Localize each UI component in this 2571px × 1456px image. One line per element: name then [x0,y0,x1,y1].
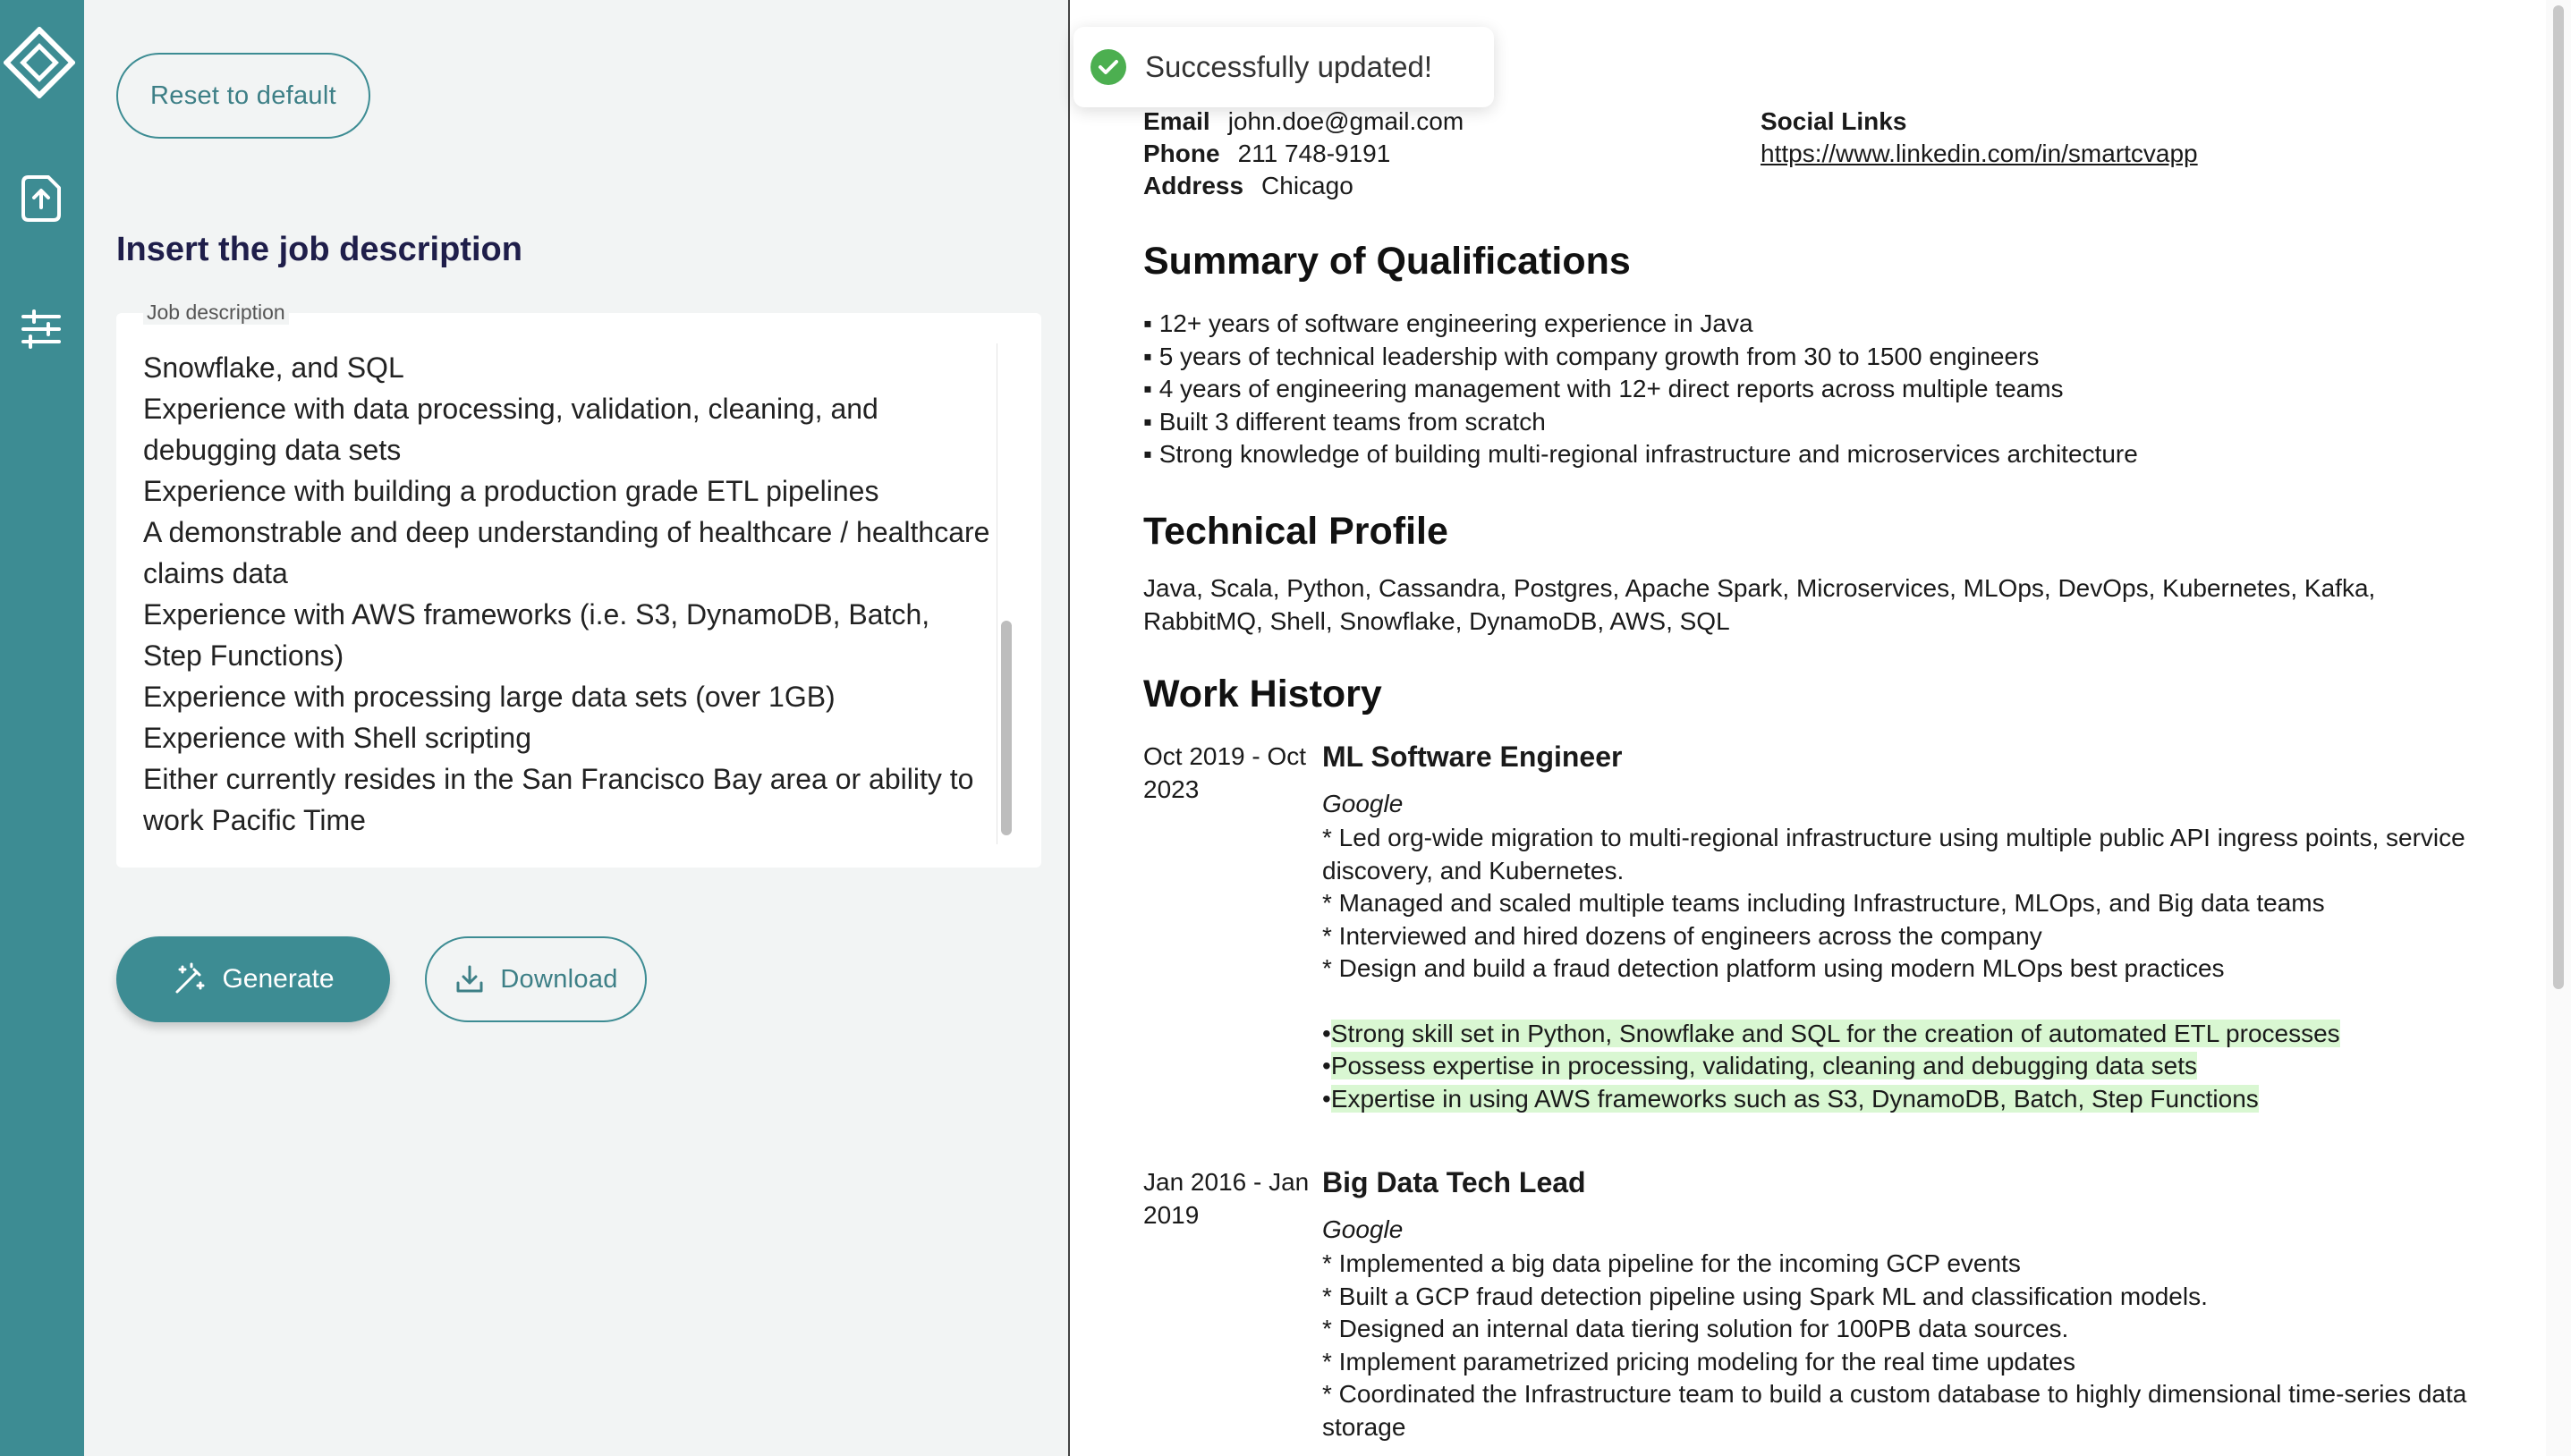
scrollbar-thumb[interactable] [1001,621,1012,835]
phone-label: Phone [1143,140,1220,167]
job-item: * Coordinated the Infrastructure team to build a custom database to highly dimensional time-series data storage [1322,1380,2467,1441]
highlight-text: Expertise in using AWS frameworks such as S3, DynamoDB, Batch, Step Functions [1330,1084,2259,1113]
job-description-textarea[interactable] [143,347,993,844]
contact-email [1143,107,1464,136]
job-description [1322,822,2467,986]
job-dates: Jan 2016 - Jan 2019 [1143,1168,1310,1229]
highlight-item: •Possess expertise in processing, validating, cleaning and debugging data sets [1322,1052,2197,1079]
summary-item: ▪ Strong knowledge of building multi-regional infrastructure and microservices architecture [1143,440,2138,468]
reset-to-default-button[interactable]: Reset to default [116,53,370,139]
section-title: Insert the job description [116,231,522,268]
job-company: Google [1322,790,1404,817]
logo-icon[interactable] [4,27,75,98]
preview-scrollbar-thumb[interactable] [2553,5,2564,989]
left-panel [84,0,1068,1456]
resume-preview[interactable] [1068,0,2546,1456]
job-title: Big Data Tech Lead [1322,1166,1586,1198]
job-description-field[interactable] [116,301,1041,868]
job-item: * Led org-wide migration to multi-regional infrastructure using multiple public API ingress points, service discovery, and Kubernetes. [1322,824,2465,885]
email-value: john.doe@gmail.com [1227,107,1464,135]
summary-item: ▪ 5 years of technical leadership with company growth from 30 to 1500 engineers [1143,342,2040,370]
success-toast [1073,27,1494,107]
address-value: Chicago [1261,172,1353,199]
jd-line: Experience with Shell scripting [143,722,531,754]
jd-line: Experience with AWS frameworks (i.e. S3, DynamoDB, Batch, Step Functions) [143,598,930,672]
email-label: Email [1143,107,1210,135]
toast-message: Successfully updated! [1145,50,1433,83]
contact-phone [1143,140,1390,168]
technical-profile-heading: Technical Profile [1143,510,1448,553]
summary-heading: Summary of Qualifications [1143,240,1631,283]
jd-line: Experience with data processing, validation, cleaning, and debugging data sets [143,393,878,466]
contact-address [1143,172,1353,200]
highlight-item: •Expertise in using AWS frameworks such as S3, DynamoDB, Batch, Step Functions [1322,1084,2259,1113]
download-label: Download [500,964,618,994]
highlight-text: Strong skill set in Python, Snowflake and SQL for the creation of automated ETL processes [1330,1019,2340,1047]
summary-list [1143,308,2138,471]
job-body [1322,741,2467,1115]
job-description-scrollbar[interactable] [997,343,1014,844]
job-title: ML Software Engineer [1322,741,1623,773]
social-links-title: Social Links [1761,107,1907,135]
upload-document-icon[interactable] [13,170,70,227]
preview-scrollbar[interactable] [2546,0,2571,1456]
magic-wand-icon [172,961,208,997]
jd-line: Experience with building a production grade ETL pipelines [143,475,879,507]
check-circle-icon [1090,48,1127,86]
highlight-text: Possess expertise in processing, validating, cleaning and debugging data sets [1330,1052,2197,1079]
summary-item: ▪ Built 3 different teams from scratch [1143,407,1546,436]
icon-rail [0,0,84,1456]
jd-line: Experience with processing large data sets (over 1GB) [143,681,836,713]
technical-skills: Java, Scala, Python, Cassandra, Postgres, Apache Spark, Microservices, MLOps, DevOps, Kubernetes, Kafka, RabbitMQ, Shell, Snowflake, DynamoDB, AWS, SQL [1143,574,2376,635]
download-button[interactable] [425,936,647,1022]
linkedin-link[interactable]: https://www.linkedin.com/in/smartcvapp [1761,140,2198,167]
job-description-label: Job description [143,301,289,325]
settings-sliders-icon[interactable] [13,301,70,358]
generate-label: Generate [222,964,335,994]
job-item: * Implemented a big data pipeline for the incoming GCP events [1322,1249,2021,1277]
generate-button[interactable] [116,936,390,1022]
job-item: * Built a GCP fraud detection pipeline using Spark ML and classification models. [1322,1282,2208,1310]
summary-item: ▪ 4 years of engineering management with 12+ direct reports across multiple teams [1143,375,2064,402]
phone-value: 211 748-9191 [1237,140,1391,167]
highlight-item: •Strong skill set in Python, Snowflake and SQL for the creation of automated ETL processes [1322,1019,2340,1047]
job-item: * Design and build a fraud detection platform using modern MLOps best practices [1322,954,2225,982]
generated-highlights [1322,1018,2467,1116]
work-history-heading: Work History [1143,673,1382,715]
job-item: * Interviewed and hired dozens of engineers across the company [1322,921,2042,950]
jd-line: Snowflake, and SQL [143,351,404,384]
job-item: * Implement parametrized pricing modeling for the real time updates [1322,1347,2075,1376]
job-description [1322,1248,2467,1443]
job-item: * Managed and scaled multiple teams including Infrastructure, MLOps, and Big data teams [1322,889,2325,917]
job-item: * Designed an internal data tiering solution for 100PB data sources. [1322,1315,2069,1342]
download-icon [454,963,486,995]
jd-line: A demonstrable and deep understanding of healthcare / healthcare claims data [143,516,990,589]
job-body [1322,1166,2467,1443]
summary-item: ▪ 12+ years of software engineering experience in Java [1143,309,1753,337]
job-dates: Oct 2019 - Oct 2023 [1143,742,1307,803]
jd-line: Either currently resides in the San Francisco Bay area or ability to work Pacific Time [143,763,974,836]
job-company: Google [1322,1215,1404,1243]
address-label: Address [1143,172,1244,199]
